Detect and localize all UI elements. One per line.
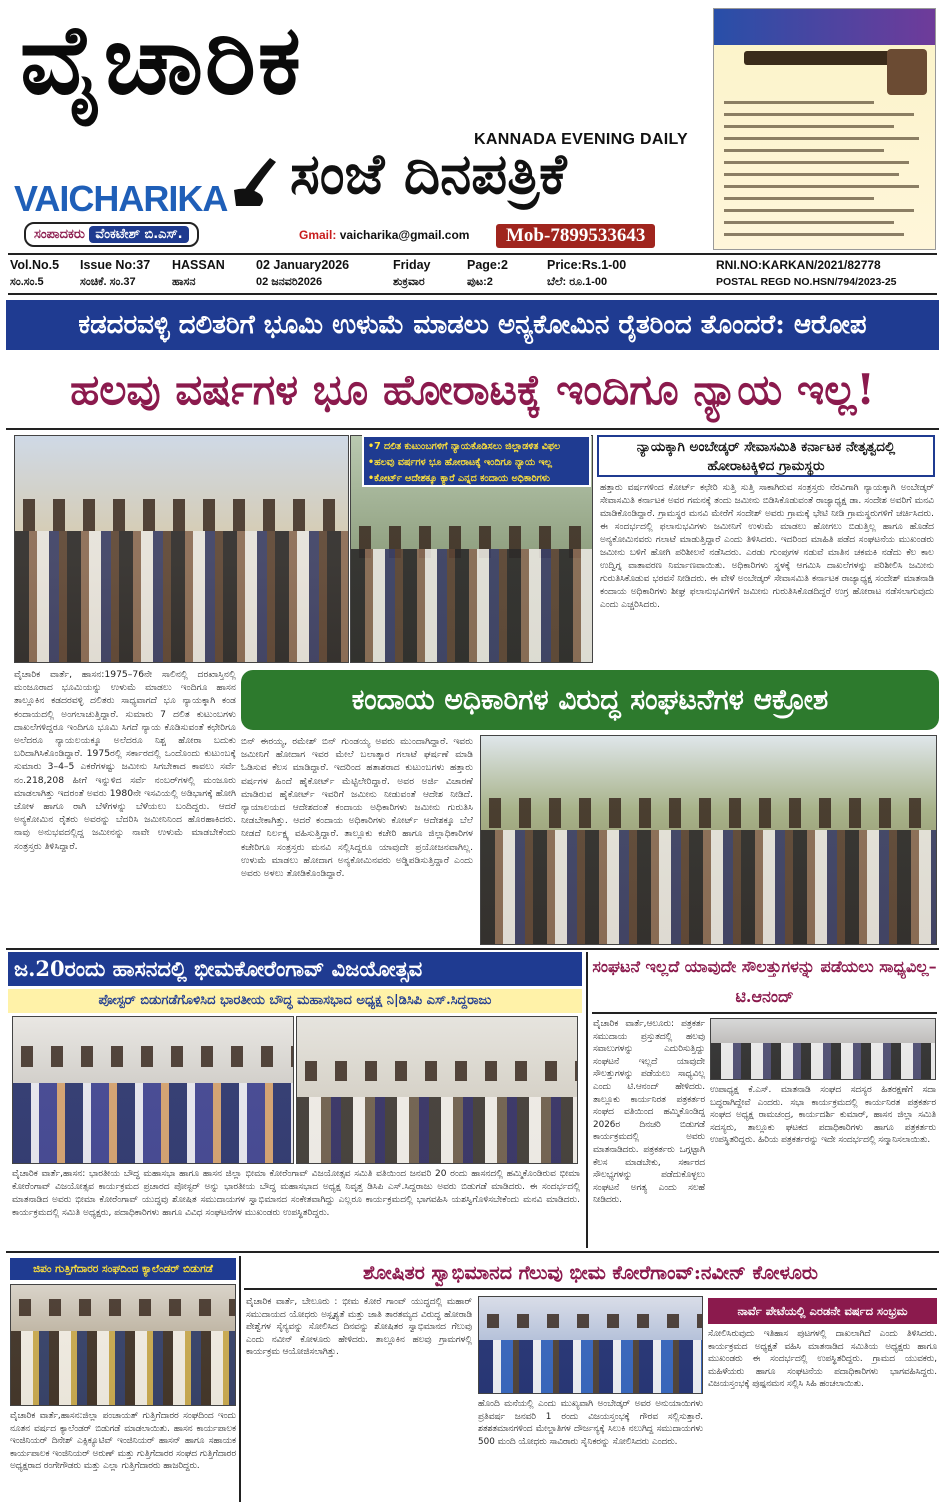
day-en: Friday <box>393 258 431 272</box>
pen-hand-icon <box>230 150 290 208</box>
green-banner: ಕಂದಾಯ ಅಧಿಕಾರಿಗಳ ವಿರುದ್ಧ ಸಂಘಟನೆಗಳ ಆಕ್ರೋಶ <box>241 670 939 730</box>
poster-line <box>724 101 874 104</box>
sidebox-title: ನ್ಯಾಯಕ್ಕಾಗಿ ಅಂಬೇಡ್ಕರ್ ಸೇವಾಸಮಿತಿ ಕರ್ನಾಟಕ ನೇತೃತ್ವದಲ್ಲಿ ಹೋರಾಟಕ್ಕಿಳಿದ ಗ್ರಾಮಸ್ಥರು <box>597 435 935 477</box>
sidebox-text: ಹತ್ತಾರು ವರ್ಷಗಳಿಂದ ಕೋರ್ಟ್ ಕಛೇರಿ ಸುತ್ತಿ ಸುತ್ತಿ ಸಾಕಾಗಿರುವ ಸಂತ್ರಸ್ತರು ನೆರವಿಗಾಗಿ ನ್ಯಾಯಕ್ಕಾಗಿ ಅಂಬೇಡ್ಕರ್ ಸೇವಾಸಮಿತಿ ಕರ್ನಾಟಕ ಅವರ ಗಮನಕ್ಕೆ ತಂದು ಜಮೀನು ಬಿಡಿಸಿಕೊಡುವಂತೆ ರಾಜ್ಯಾಧ್ಯಕ್ಷ ಡಾ. ಸಂದೇಶ ಅವರಿಗೆ ಮನವಿ ಮಾಡಿಕೊಂಡಿದ್ದಾರೆ. ಗ್ರಾಮಸ್ಥರ ಮನವಿ ಮೇರೆಗೆ ಸಂದೇಶ್ ಅವರು ಗ್ರಾಮಕ್ಕೆ ಭೇಟಿ ನೀಡಿ ಗ್ರಾಮಸ್ಥರುಗಳಿಗೆ ಚರ್ಚಿಸಿದರು. ಈ ಸಂದರ್ಭದಲ್ಲಿ ಫಲಾನುಭವಿಗಳು ಜಮೀನಿಗೆ ಉಳುಮೆ ಮಾಡಲು ಹೋಗಲು ಬಿಡುತ್ತಿಲ್ಲ ಹಾಗೂ ಹೊಡೆದ ಅನ್ಯಕೋಮಿನವರು ಗಲಾಟೆ ಮಾಡುತ್ತಿದ್ದಾರೆ ಎಂದು ತಿಳಿಸಿದರು. ಇದರಿಂದ ಮಾಹಿತಿ ಪಡೆದ ಸಂಘಟನೆಯ ಮುಖಂಡರು ಜಮೀನು ಬಳಿಗೆ ಹೋಗಿ ಪರಿಶೀಲನೆ ನಡೆಸಿದರು. ಎರಡು ಗುಂಪುಗಳ ನಡುವೆ ಮಾತಿನ ಚಕಮಕಿ ನಡೆದು ಕೆಲ ಕಾಲ ಉದ್ವಿಗ್ನ ವಾತಾವರಣ ನಿರ್ಮಾಣವಾಯಿತು. ಅಧಿಕಾರಿಗಳು ಸ್ಥಳಕ್ಕೆ ಆಗಮಿಸಿ ದಾಖಲೆಗಳನ್ನು ಪರಿಶೀಲಿಸಿ ಜಮೀನು ಗುರುತಿಸಿಕೊಡುವ ಭರವಸೆ ನೀಡಿದರು. ಈ ವೇಳೆ ಅಂಬೇಡ್ಕರ್ ಸೇವಾಸಮಿತಿ ಕರ್ನಾಟಕ ರಾಜ್ಯಾಧ್ಯಕ್ಷ ಸಂದೇಶ್ ಮಾತನಾಡಿ ಕಂದಾಯ ಅಧಿಕಾರಿಗಳು ಶೀಘ್ರ ಫಲಾನುಭವಿಗಳಿಗೆ ಜಮೀನು ಗುರುತಿಸಿಕೊಡದಿದ್ದರೆ ಉಗ್ರ ಹೋರಾಟ ನಡೆಸಲಾಗುವುದು ಎಂದು ಎಚ್ಚರಿಸಿದರು. <box>600 483 934 610</box>
bhima-photo-2 <box>296 1016 578 1164</box>
poster-line <box>724 209 914 212</box>
column-divider <box>239 1256 241 1502</box>
calendar-photo <box>10 1284 236 1406</box>
rni: RNI.NO:KARKAN/2021/82778 <box>716 258 881 272</box>
poster-line <box>724 125 894 128</box>
date-en: 02 January2026 <box>256 258 350 272</box>
anand-headline: ಸಂಘಟನೆ ಇಲ್ಲದೆ ಯಾವುದೇ ಸೌಲತ್ತುಗಳನ್ನು ಪಡೆಯಲು ಸಾಧ್ಯವಿಲ್ಲ– ಟಿ.ಆನಂದ್ <box>592 952 937 1014</box>
mobile-number: Mob-7899533643 <box>496 224 655 248</box>
bhima-subhead: ಪೋಸ್ಟರ್ ಬಿಡುಗಡೆಗೊಳಿಸಿದ ಭಾರತೀಯ ಬೌದ್ಧ ಮಹಾಸಭಾದ ಅಧ್ಯಕ್ಷ ನಿ|ಡಿಸಿಪಿ ಎಸ್.ಸಿದ್ದರಾಜು <box>8 989 582 1013</box>
poster-line <box>724 197 874 200</box>
lead-bullets <box>362 435 591 487</box>
masthead-title-en: VAICHARIKA <box>14 178 228 219</box>
calendar-headline: ಜಿಪಂ ಗುತ್ತಿಗೆದಾರರ ಸಂಘದಿಂದ ಕ್ಯಾಲೆಂಡರ್ ಬಿಡುಗಡೆ <box>10 1258 236 1280</box>
lead-banner: ಕಡದರವಳ್ಳಿ ದಲಿತರಿಗೆ ಭೂಮಿ ಉಳುಮೆ ಮಾಡಲು ಅನ್ಯಕೋಮಿನ ರೈತರಿಂದ ತೊಂದರೆ: ಆರೋಪ <box>6 300 939 350</box>
postal-regd: POSTAL REGD NO.HSN/794/2023-25 <box>716 276 897 288</box>
bhima-photo-1 <box>12 1016 294 1164</box>
divider <box>6 428 939 430</box>
naveen-photo <box>478 1296 703 1394</box>
issue-en: Issue No:37 <box>80 258 151 272</box>
vol-en: Vol.No.5 <box>10 258 60 272</box>
poster-band <box>744 51 905 65</box>
bullet-item: •ಹಲವು ವರ್ಷಗಳ ಭೂ ಹೋರಾಟಕ್ಕೆ ಇಂದಿಗೂ ನ್ಯಾಯ ಇಲ್ಲ <box>368 457 552 468</box>
editor-name: ವೆಂಕಟೇಶ್ ಬಿ.ಎಸ್. <box>89 226 188 243</box>
calendar-body: ವೈಚಾರಿಕ ವಾರ್ತೆ,ಹಾಸನ:ಜಿಲ್ಲಾ ಪಂಚಾಯತ್ ಗುತ್ತಿಗೆದಾರರ ಸಂಘದಿಂದ ಇಂದು ನೂತನ ವರ್ಷದ ಕ್ಯಾಲೆಂಡರ್ ಬಿಡುಗಡೆ ಮಾಡಲಾಯಿತು. ಹಾಸನ ಕಾರ್ಯಪಾಲಕ ಇಂಜಿನಿಯರ್ ದಿನೇಶ್ ಎಕ್ಸಿಕ್ಯೂಟಿವ್ ಇಂಜಿನಿಯರ್ ಹಾಸನ್ ಹಾಗೂ ಸಹಾಯಕ ಕಾರ್ಯಪಾಲಕ ಇಂಜಿನಿಯರ್ ಅರುಣ್ ಮತ್ತು ಗುತ್ತಿಗೆದಾರರ ಸಂಘದ ಗುತ್ತಿಗೆದಾರರ ಅಧ್ಯಕ್ಷರಾದ ರಂಗೇಗೌಡರು ಮತ್ತು ಎಲ್ಲಾ ಗುತ್ತಿಗೆದಾರರು ಹಾಜರಿದ್ದರು. <box>10 1411 236 1472</box>
divider <box>6 948 939 950</box>
lead-photo-field <box>480 735 937 945</box>
lead-photo-protest <box>14 435 349 663</box>
lead-headline: ಹಲವು ವರ್ಷಗಳ ಭೂ ಹೋರಾಟಕ್ಕೆ ಇಂದಿಗೂ ನ್ಯಾಯ ಇಲ್ಲ! <box>70 365 875 414</box>
ad-poster <box>713 8 936 250</box>
issue-kn: ಸಂಚಿಕೆ. ಸಂ.37 <box>80 276 136 288</box>
poster-line <box>724 137 919 140</box>
lead-col2: ಬಿನ್ ಈರಯ್ಯ, ರಮೇಶ್ ಬಿನ್ ಗುಂಡಯ್ಯ ಅವರು ಮುಂದಾಗಿದ್ದಾರೆ. ಇವರು ಜಮೀನಿಗೆ ಹೋದಾಗ ಇವರ ಮೇಲೆ ಬಲಾತ್ಕಾರ ಗಲಾಟೆ ಘರ್ಷಣೆ ಮಾಡಿ ಓಡಿಸುವ ಕೆಲಸ ಮಾಡಿದ್ದಾರೆ. ಇದರಿಂದ ಹತಾಶರಾದ ಕುಟುಂಬಗಳು ಹತ್ತಾರು ವರ್ಷಗಳ ಹಿಂದೆ ಹೈಕೋರ್ಟ್ ಮೆಟ್ಟಿಲೇರಿದ್ದಾರೆ. ಅವರ ಅರ್ಜಿ ವಿಚಾರಣೆ ಮಾಡಿರುವ ಹೈಕೋರ್ಟ್ ಇವರಿಗೆ ಜಮೀನು ನೀಡುವಂತೆ ಆದೇಶ ನೀಡಿದೆ. ನ್ಯಾಯಾಲಯದ ಆದೇಶದಂತೆ ಕಂದಾಯ ಅಧಿಕಾರಿಗಳು ಜಮೀನು ಗುರುತಿಸಿ ನೀಡಬೇಕಾಗಿತ್ತು. ಆದರೆ ಕಂದಾಯ ಅಧಿಕಾರಿಗಳು ಕೋರ್ಟ್ ಆದೇಶಕ್ಕೂ ಬೆಲೆ ನೀಡದೆ ನಿರ್ಲಕ್ಷ್ಯ ವಹಿಸುತ್ತಿದ್ದಾರೆ. ತಾಲ್ಲೂಕು ಕಚೇರಿ ಹಾಗೂ ಜಿಲ್ಲಾಧಿಕಾರಿಗಳ ಕಚೇರಿಗೂ ಸಂತ್ರಸ್ತರು ಮನವಿ ಸಲ್ಲಿಸಿದ್ದರೂ ಯಾವುದೇ ಪ್ರಯೋಜನವಾಗಿಲ್ಲ. ಉಳುಮೆ ಮಾಡಲು ಹೋದಾಗ ಅನ್ಯಕೋಮಿನವರು ಅಡ್ಡಿಪಡಿಸುತ್ತಿದ್ದಾರೆ ಎಂದು ಅವರು ಅಳಲು ತೋಡಿಕೊಂಡಿದ್ದಾರೆ. <box>241 736 473 880</box>
bullet-item: •7 ದಲಿತ ಕುಟುಂಬಗಳಿಗೆ ನ್ಯಾಯಕೊಡಿಸಲು ಜಿಲ್ಲಾಡಳಿತ ವಿಫಲ <box>368 441 561 452</box>
lead-col1: ವೈಚಾರಿಕ ವಾರ್ತೆ, ಹಾಸನ:1975–76ನೇ ಸಾಲಿನಲ್ಲಿ ದರಖಾಸ್ತಿನಲ್ಲಿ ಮಂಜೂರಾದ ಭೂಮಿಯನ್ನು ಉಳುಮೆ ಮಾಡಲು ಇಂದಿಗೂ ಹಾಸನ ತಾಲ್ಲೂಕಿನ ಕಡದರವಳ್ಳಿ ದಲಿತರು ಸಾಧ್ಯವಾಗದೆ ಭೂ ನ್ಯಾಯಕ್ಕಾಗಿ ಕಂಡ ಕಂದಾಯದಲ್ಲಿ ಅಂಗಲಾಚುತ್ತಿದ್ದಾರೆ. ಸುಮಾರು 7 ದಲಿತ ಕುಟುಂಬಗಳು ದಾಖಲೆಗಳಿದ್ದರೂ ಇಂದಿಗೂ ಭೂಮಿ ಸಿಗದೆ ನ್ಯಾಯ ಕೊಡಿಸುವಂತೆ ಕಛೇರಿಗೂ ಅಲೆದರೂ ನ್ಯಾಯಲಯಕ್ಕೂ ಅಲೆದರೂ ನಿಶ್ಚ ಹೋರಾ ಬದುಕು ಬರಿದಾಗಿಸಿಕೊಂಡಿದ್ದಾರೆ. 1975ರಲ್ಲಿ ಸರ್ಕಾರದಲ್ಲಿ ಒಂದೊಂದು ಕುಟುಂಬಕ್ಕೆ ಸುಮಾರು 3–4–5 ಎಕರೆಗಳಷ್ಟು ಜಮೀನು ಸಿಗಬೇಕಾದ ಕಾವಲು ಸರ್ವೆ ನಂ.218,208 ಹೀಗೆ ಇನ್ನುಳಿದ ಸರ್ವೆ ನಂಬರ್‌ಗಳಲ್ಲಿ ಮಂಜೂರು ಮಾಡಲಾಗಿತ್ತು ಇದರಂತೆ ಅವರು 1980ನೇ ಇಸವಿಯಲ್ಲಿ ಅಡಿಭಾಗಕ್ಕೆ ಹೋಗಿ ಜೋಳ ಹಾಗೂ ರಾಗಿ ಬೆಳೆಗಳನ್ನು ಬೆಳೆಯಲು ಬಂದಿದ್ದರು. ಆದರೆ ಅನ್ಯಕೋಮಿನ ರೈತರು ಅವರನ್ನು ಬೆದರಿಸಿ ಜಮೀನಿನಿಂದ ಹೊರಹಾಕಿದರು. ನಾವು ಅನುಭವದಲ್ಲಿದ್ದ ಜಮೀನನ್ನು ನಾವೇ ಉಳುಮೆ ಮಾಡಬೇಕೆಂದು ಸಂತ್ರಸ್ತರು ತಿಳಿಸಿದ್ದಾರೆ. <box>14 669 236 852</box>
city-en: HASSAN <box>172 258 225 272</box>
page-kn: ಪುಟ:2 <box>467 276 493 288</box>
city-kn: ಹಾಸನ <box>172 276 196 288</box>
divider <box>8 253 937 255</box>
anand-col2: ಉಪಾಧ್ಯಕ್ಷ ಕೆ.ಎಸ್. ಮಾತನಾಡಿ ಸಂಘದ ಸದಸ್ಯರ ಹಿತರಕ್ಷಣೆಗೆ ಸದಾ ಬದ್ಧರಾಗಿದ್ದೇವೆ ಎಂದರು. ಸಭಾ ಕಾರ್ಯಕ್ರಮದಲ್ಲಿ ಕಾರ್ಯನಿರತ ಪತ್ರಕರ್ತರ ಸಂಘದ ಅಧ್ಯಕ್ಷ ರಾಮಚಂದ್ರ, ಕಾರ್ಯದರ್ಶಿ ಕುಮಾರ್, ಹಾಸನ ಜಿಲ್ಲಾ ಸಮಿತಿ ಸದಸ್ಯರು, ತಾಲ್ಲೂಕು ಘಟಕದ ಪದಾಧಿಕಾರಿಗಳು ಹಾಗೂ ಪತ್ರಕರ್ತರು ಉಪಸ್ಥಿತರಿದ್ದರು. ಹಿರಿಯ ಪತ್ರಕರ್ತರನ್ನು ಇದೇ ಸಂದರ್ಭದಲ್ಲಿ ಸನ್ಮಾನಿಸಲಾಯಿತು. <box>710 1085 936 1146</box>
bhima-body: ವೈಚಾರಿಕ ವಾರ್ತೆ,ಹಾಸನ: ಭಾರತೀಯ ಬೌದ್ಧ ಮಹಾಸಭಾ ಹಾಗೂ ಹಾಸನ ಜಿಲ್ಲಾ ಭೀಮಾ ಕೋರೆಂಗಾವ್ ವಿಜಯೋತ್ಸವ ಸಮಿತಿ ವತಿಯಿಂದ ಜನವರಿ 20 ರಂದು ಹಾಸನದಲ್ಲಿ ಹಮ್ಮಿಕೊಂಡಿರುವ ಭೀಮಾ ಕೋರೆಂಗಾವ್ ವಿಜಯೋತ್ಸವ ಕಾರ್ಯಕ್ರಮದ ಪ್ರಚಾರದ ಪೋಸ್ಟರ್ ಅನ್ನು ಭಾರತೀಯ ಬೌದ್ಧ ಮಹಾಸಭಾದ ಅಧ್ಯಕ್ಷ ನಿವೃತ್ತ ಡಿಸಿಪಿ ಎಸ್.ಸಿದ್ದರಾಜು ಅವರು ಬಿಡುಗಡೆ ಮಾಡಿದರು. ಈ ಸಂದರ್ಭದಲ್ಲಿ ಮಾತನಾಡಿದ ಅವರು ಭೀಮಾ ಕೋರೆಂಗಾವ್ ಯುದ್ಧವು ಶೋಷಿತ ಸಮುದಾಯಗಳ ಸ್ವಾಭಿಮಾನದ ಸಂಕೇತವಾಗಿದ್ದು ಎಲ್ಲರೂ ಕಾರ್ಯಕ್ರಮದಲ್ಲಿ ಭಾಗವಹಿಸಿ ಯಶಸ್ವಿಗೊಳಿಸಬೇಕೆಂದು ಮನವಿ ಮಾಡಿದರು. ಕಾರ್ಯಕ್ರಮದಲ್ಲಿ ಸಮಿತಿ ಅಧ್ಯಕ್ಷರು, ಪದಾಧಿಕಾರಿಗಳು ಹಾಗೂ ವಿವಿಧ ಸಂಘಟನೆಗಳ ಮುಖಂಡರು ಉಪಸ್ಥಿತರಿದ್ದರು. <box>12 1169 580 1218</box>
date-kn: 02 ಜನವರಿ2026 <box>256 276 323 288</box>
poster-line <box>724 161 909 164</box>
poster-line <box>724 185 919 188</box>
vol-kn: ಸಂ.ಸಂ.5 <box>10 276 44 288</box>
price-en: Price:Rs.1-00 <box>547 258 627 272</box>
poster-line <box>724 233 904 236</box>
poster-portrait <box>887 49 927 95</box>
poster-line <box>724 149 884 152</box>
masthead-title-kn: ವೈಚಾರಿಕ <box>20 3 303 116</box>
poster-header <box>714 9 935 45</box>
naveen-side-title: ನಾರ್ವೆ ಪೇಟೆಯಲ್ಲಿ ಎರಡನೇ ವರ್ಷದ ಸಂಭ್ರಮ <box>708 1298 937 1324</box>
anand-photo <box>710 1018 936 1080</box>
page-en: Page:2 <box>467 258 508 272</box>
divider <box>6 1251 939 1253</box>
column-divider <box>586 952 588 1248</box>
naveen-col1: ವೈಚಾರಿಕ ವಾರ್ತೆ, ಬೇಲೂರು : ಭೀಮ ಕೋರೆ ಗಾಂವ್ ಯುದ್ಧದಲ್ಲಿ ಮಹಾರ್ ಸಮುದಾಯದ ಯೋಧರು ಅಸ್ಪೃಶ್ಯತೆ ಮತ್ತು ಜಾತಿ ತಾರತಮ್ಯದ ವಿರುದ್ಧ ಹೋರಾಡಿ ಪೇಶ್ವೆಗಳ ಸೈನ್ಯವನ್ನು ಸೋಲಿಸಿದ ದಿನವನ್ನು ಶೋಷಿತರ ಸ್ವಾಭಿಮಾನದ ಗೆಲುವು ಎಂದು ನವೀನ್ ಕೋಳೂರು ಹೇಳಿದರು. ತಾಲ್ಲೂಕಿನ ಹಲವು ಗ್ರಾಮಗಳಲ್ಲಿ ಕಾರ್ಯಕ್ರಮ ಆಯೋಜಿಸಲಾಗಿತ್ತು. <box>246 1297 472 1358</box>
poster-line <box>724 221 894 224</box>
divider <box>8 293 937 295</box>
price-kn: ಬೆಲೆ: ರೂ.1-00 <box>547 276 608 288</box>
editor-label: ಸಂಪಾದಕರು <box>34 227 85 242</box>
gmail-line <box>299 228 469 242</box>
gmail-label: Gmail: <box>299 228 337 242</box>
day-kn: ಶುಕ್ರವಾರ <box>393 276 425 288</box>
editor-badge <box>24 222 199 247</box>
masthead-tagline: KANNADA EVENING DAILY <box>474 131 689 148</box>
naveen-col2: ಹೊಂದಿ ಮನೆಯಲ್ಲಿ ಎಂದು ಮುಖ್ಯವಾಗಿ ಅಂಬೇಡ್ಕರ್ ಅವರ ಅನುಯಾಯಿಗಳು ಪ್ರತಿವರ್ಷ ಜನವರಿ 1 ರಂದು ವಿಜಯಸ್ತಂಭಕ್ಕೆ ಗೌರವ ಸಲ್ಲಿಸುತ್ತಾರೆ. ಶತಶತಮಾನಗಳಿಂದ ಮೇಲ್ಜಾತಿಗಳ ದೌರ್ಜನ್ಯಕ್ಕೆ ಸಿಲುಕಿ ನಲುಗಿದ್ದ ಸಮುದಾಯಗಳು 500 ಮಂದಿ ಯೋಧರು ಸಾವಿರಾರು ಸೈನಿಕರನ್ನು ಸೋಲಿಸಿದರು ಎಂದರು. <box>478 1399 703 1447</box>
naveen-headline: ಶೋಷಿತರ ಸ್ವಾಭಿಮಾನದ ಗೆಲುವು ಭೀಮ ಕೋರೆಗಾಂವ್:ನವೀನ್ ಕೋಳೂರು <box>244 1256 937 1290</box>
bhima-headline: ಜ.20ರಂದು ಹಾಸನದಲ್ಲಿ ಭೀಮಕೋರೆಂಗಾವ್ ವಿಜಯೋತ್ಸವ <box>8 952 582 986</box>
anand-col1: ವೈಚಾರಿಕ ವಾರ್ತೆ,ಆಲೂರು: ಪತ್ರಕರ್ತ ಸಮುದಾಯ ಪ್ರಸ್ತುತದಲ್ಲಿ ಹಲವು ಸವಾಲುಗಳನ್ನು ಎದುರಿಸುತ್ತಿದ್ದು ಸಂಘಟನೆ ಇಲ್ಲದೆ ಯಾವುದೇ ಸೌಲತ್ತುಗಳನ್ನು ಪಡೆಯಲು ಸಾಧ್ಯವಿಲ್ಲ ಎಂದು ಟಿ.ಆನಂದ್ ಹೇಳಿದರು. ತಾಲ್ಲೂಕು ಕಾರ್ಯನಿರತ ಪತ್ರಕರ್ತರ ಸಂಘದ ವತಿಯಿಂದ ಹಮ್ಮಿಕೊಂಡಿದ್ದ 2026ರ ದಿನಚರಿ ಬಿಡುಗಡೆ ಕಾರ್ಯಕ್ರಮದಲ್ಲಿ ಅವರು ಮಾತನಾಡಿದರು. ಪತ್ರಕರ್ತರು ಒಗ್ಗಟ್ಟಾಗಿ ಕೆಲಸ ಮಾಡಬೇಕು, ಸರ್ಕಾರದ ಸೌಲಭ್ಯಗಳನ್ನು ಪಡೆದುಕೊಳ್ಳಲು ಸಂಘಟನೆ ಅಗತ್ಯ ಎಂದು ಸಲಹೆ ನೀಡಿದರು. <box>593 1019 705 1206</box>
masthead-subtitle: ಸಂಜೆ ದಿನಪತ್ರಿಕೆ <box>290 141 567 207</box>
poster-line <box>724 113 914 116</box>
poster-line <box>724 173 899 176</box>
bullet-item: •ಕೋರ್ಟ್ ಆದೇಶಕ್ಕೂ ಕ್ಯಾರೆ ಎನ್ನದ ಕಂದಾಯ ಅಧಿಕಾರಿಗಳು <box>368 473 550 484</box>
naveen-side-text: ಸೋಲಿಸಿರುವುದು ಇತಿಹಾಸ ಪುಟಗಳಲ್ಲಿ ದಾಖಲಾಗಿದೆ ಎಂದು ತಿಳಿಸಿದರು. ಕಾರ್ಯಕ್ರಮದ ಅಧ್ಯಕ್ಷತೆ ವಹಿಸಿ ಮಾತನಾಡಿದ ಸಮಿತಿಯ ಅಧ್ಯಕ್ಷರು ಹಾಗೂ ಮುಖಂಡರು ಈ ಸಂದರ್ಭದಲ್ಲಿ ಉಪಸ್ಥಿತರಿದ್ದರು. ಗ್ರಾಮದ ಯುವಕರು, ಮಹಿಳೆಯರು ಹಾಗೂ ಸಂಘಟನೆಯ ಪದಾಧಿಕಾರಿಗಳು ಭಾಗವಹಿಸಿದ್ದರು. ವಿಜಯಸ್ತಂಭಕ್ಕೆ ಪುಷ್ಪನಮನ ಸಲ್ಲಿಸಿ ಸಿಹಿ ಹಂಚಲಾಯಿತು. <box>708 1329 937 1390</box>
gmail-address: vaicharika@gmail.com <box>339 228 470 242</box>
